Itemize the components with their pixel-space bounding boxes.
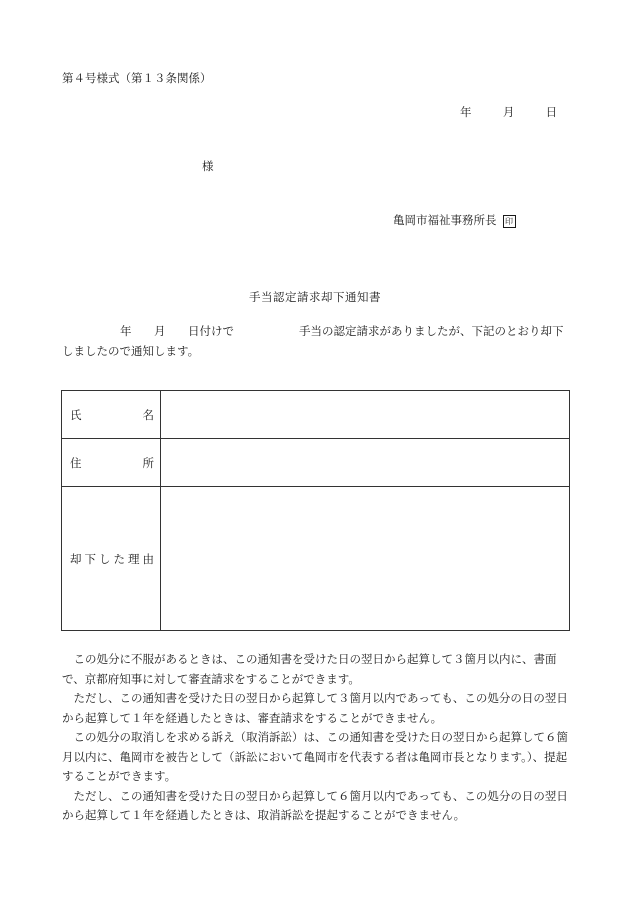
notice-paragraph: この処分に不服があるときは、この通知書を受けた日の翌日から起算して３箇月以内に、書面で、京都府知事に対して審査請求をすることができます。 [62, 652, 557, 686]
reason-char-6: 由 [142, 551, 154, 566]
reason-value-cell [161, 487, 570, 631]
address-label [62, 439, 161, 487]
intro-text [62, 321, 574, 361]
table-row-name [62, 391, 570, 439]
date-line [460, 104, 557, 120]
document-title: 手当認定請求却下通知書 [249, 290, 381, 304]
appeal-notice [62, 650, 576, 826]
issuer [393, 212, 516, 228]
date-day: 日 [545, 105, 558, 119]
date-year: 年 [460, 105, 472, 119]
name-label [62, 391, 161, 439]
address-label-char-1: 住 [70, 455, 82, 470]
reason-char-4: た [113, 551, 125, 566]
intro-line-2: しましたので通知します。 [62, 344, 200, 358]
address-label-char-2: 所 [142, 455, 154, 470]
seal-mark: 印 [503, 215, 516, 228]
notice-paragraph: ただし、この通知書を受けた日の翌日から起算して３箇月以内であっても、この処分の日の翌日から起算して１年を経過したときは、審査請求をすることができません。 [62, 691, 568, 725]
intro-year: 年 [120, 324, 132, 338]
reason-char-2: 下 [84, 551, 96, 566]
table-row-reason [62, 487, 570, 631]
name-label-char-1: 氏 [70, 407, 82, 422]
reason-char-1: 却 [70, 551, 82, 566]
address-value-cell [161, 439, 570, 487]
issuer-title: 亀岡市福祉事務所長 [393, 213, 497, 227]
intro-month: 月 [154, 324, 166, 338]
reason-char-5: 理 [128, 551, 140, 566]
addressee-honorific: 様 [202, 159, 214, 173]
notice-paragraph: ただし、この通知書を受けた日の翌日から起算して６箇月以内であっても、この処分の日の翌日から起算して１年を経過したときは、取消訴訟を提起することができません。 [62, 788, 568, 822]
reason-label [62, 487, 161, 631]
name-label-char-2: 名 [142, 407, 154, 422]
date-month: 月 [502, 105, 515, 119]
name-value-cell [161, 391, 570, 439]
intro-text-after: 手当の認定請求がありましたが、下記のとおり却下 [299, 324, 564, 338]
notice-paragraph: この処分の取消しを求める訴え（取消訴訟）は、この通知書を受けた日の翌日から起算して６箇月以内に、亀岡市を被告として（訴訟において亀岡市を代表する者は亀岡市長となります。）、提起することができます。 [62, 730, 568, 783]
info-table [61, 390, 570, 631]
table-row-address [62, 439, 570, 487]
reason-char-3: し [99, 551, 111, 566]
form-number: 第４号様式（第１３条関係） [62, 71, 212, 85]
intro-dated: 日付けで [188, 324, 234, 338]
